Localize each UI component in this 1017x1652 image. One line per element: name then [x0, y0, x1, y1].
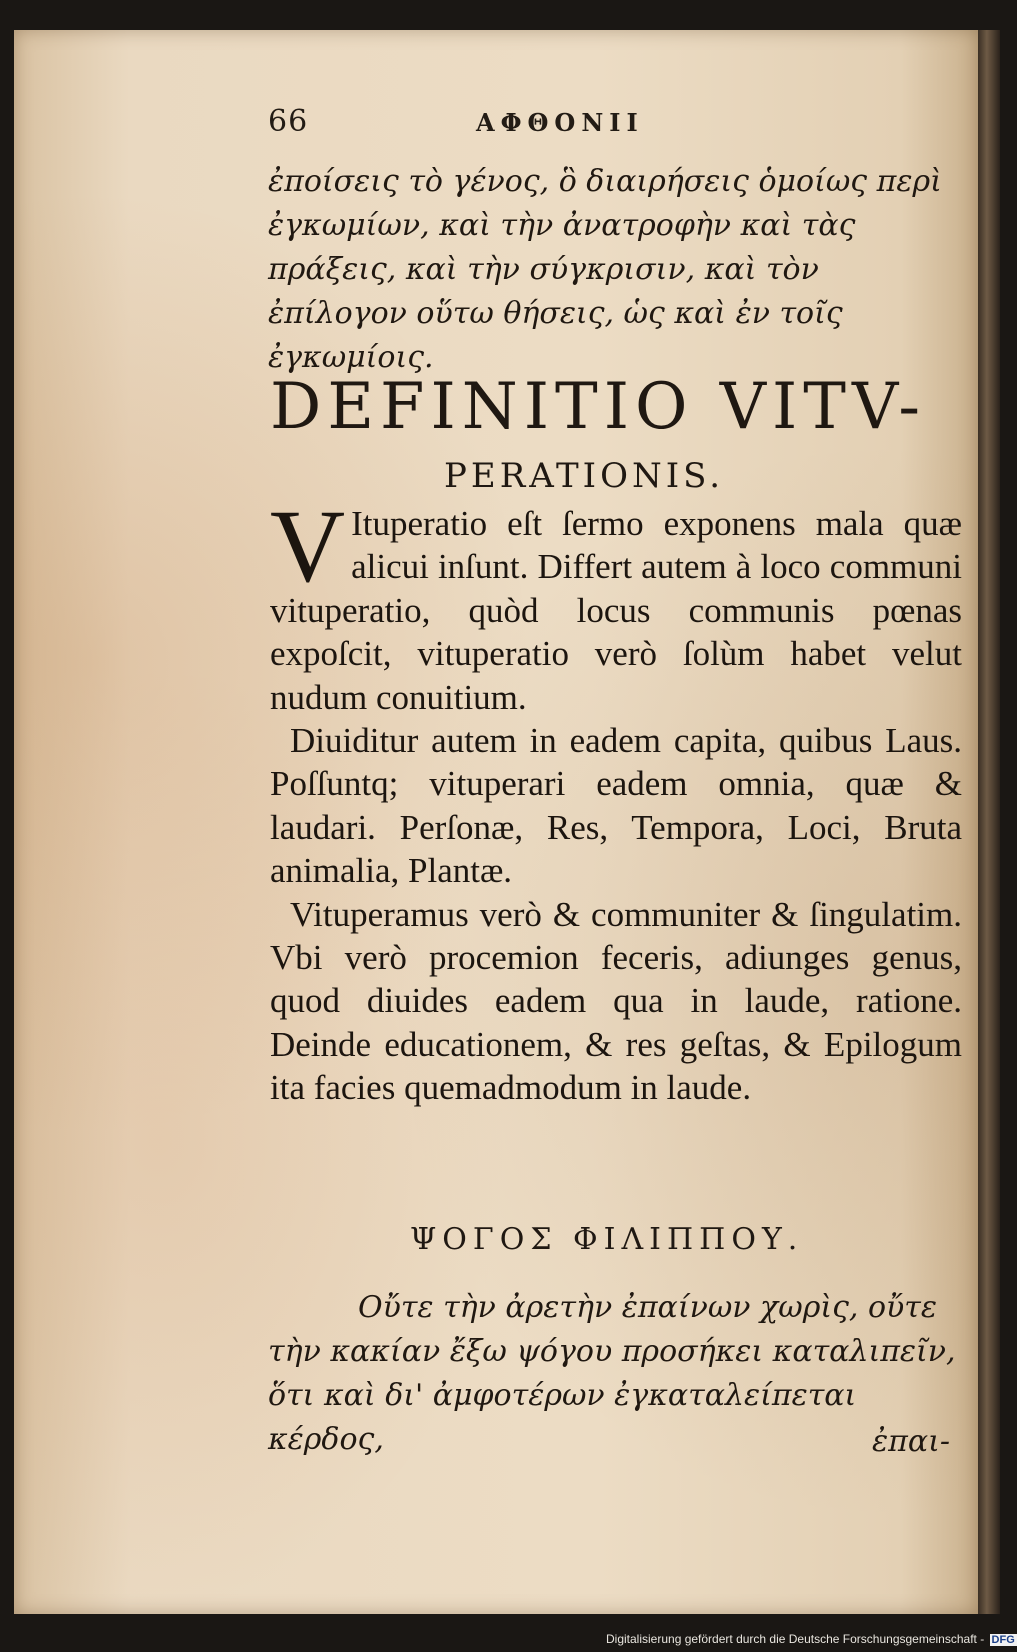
speech-title: ΨΟΓΟΣ ΦΙΛΙΠΠΟΥ.: [410, 1222, 804, 1257]
paragraph-method: Vituperamus verò & communiter & ſingulatim. Vbi verò procemion feceris, adiunges genus, quod diuides eadem qua in laude, ratione. Deinde educationem, & res geſtas, & Epilogum ita facies quemadmodum in laude.: [270, 894, 962, 1108]
page-number: 66: [268, 104, 309, 139]
digitization-footer: [606, 1632, 1017, 1646]
section-title-continued: PERATIONIS.: [444, 456, 725, 496]
paragraph-definition: [270, 489, 962, 719]
greek-paragraph-bottom: Οὔτε τὴν ἀρετὴν ἐπαίνων χωρὶς, οὔτε τὴν κακίαν ἔξω ψόγου προσήκει καταλιπεῖν, ὅτι καὶ δι' ἀμφοτέρων ἐγκαταλείπεται κέρδος,: [268, 1290, 956, 1457]
drop-cap: V: [270, 489, 346, 604]
section-title: DEFINITIO VITV-: [270, 370, 926, 444]
running-title: ΑΦΘΟΝΙΙ: [476, 108, 644, 137]
page-header: [268, 104, 878, 144]
greek-paragraph-top: ἐποίσεις τὸ γένος, ὃ διαιρήσεις ὁμοίως περὶ ἐγκωμίων, καὶ τὴν ἀνατροφὴν καὶ τὰς πράξεις, καὶ τὴν σύγκρισιν, καὶ τὸν ἐπίλογον οὕτω θήσεις, ὡς καὶ ἐν τοῖς ἐγκωμίοις.: [268, 164, 942, 375]
paragraph-definition-text: Ituperatio eſt ſermo exponens mala quæ alicui inſunt. Differt autem à loco communi vituperatio, quòd locus communis pœnas expoſcit, vituperatio verò ſolùm habet velut nudum conuitium.: [270, 504, 962, 717]
catchword: ἐπαι-: [872, 1424, 950, 1459]
footer-text: Digitalisierung gefördert durch die Deutsche Forschungsgemeinschaft -: [606, 1632, 985, 1646]
book-edge: [978, 30, 1000, 1614]
paragraph-division: Diuiditur autem in eadem capita, quibus Laus. Poſſuntq; vituperari eadem omnia, quæ & laudari. Perſonæ, Res, Tempora, Loci, Bruta animalia, Plantæ.: [270, 721, 962, 891]
latin-body: [270, 489, 962, 1110]
dfg-logo: DFG: [991, 1634, 1015, 1646]
